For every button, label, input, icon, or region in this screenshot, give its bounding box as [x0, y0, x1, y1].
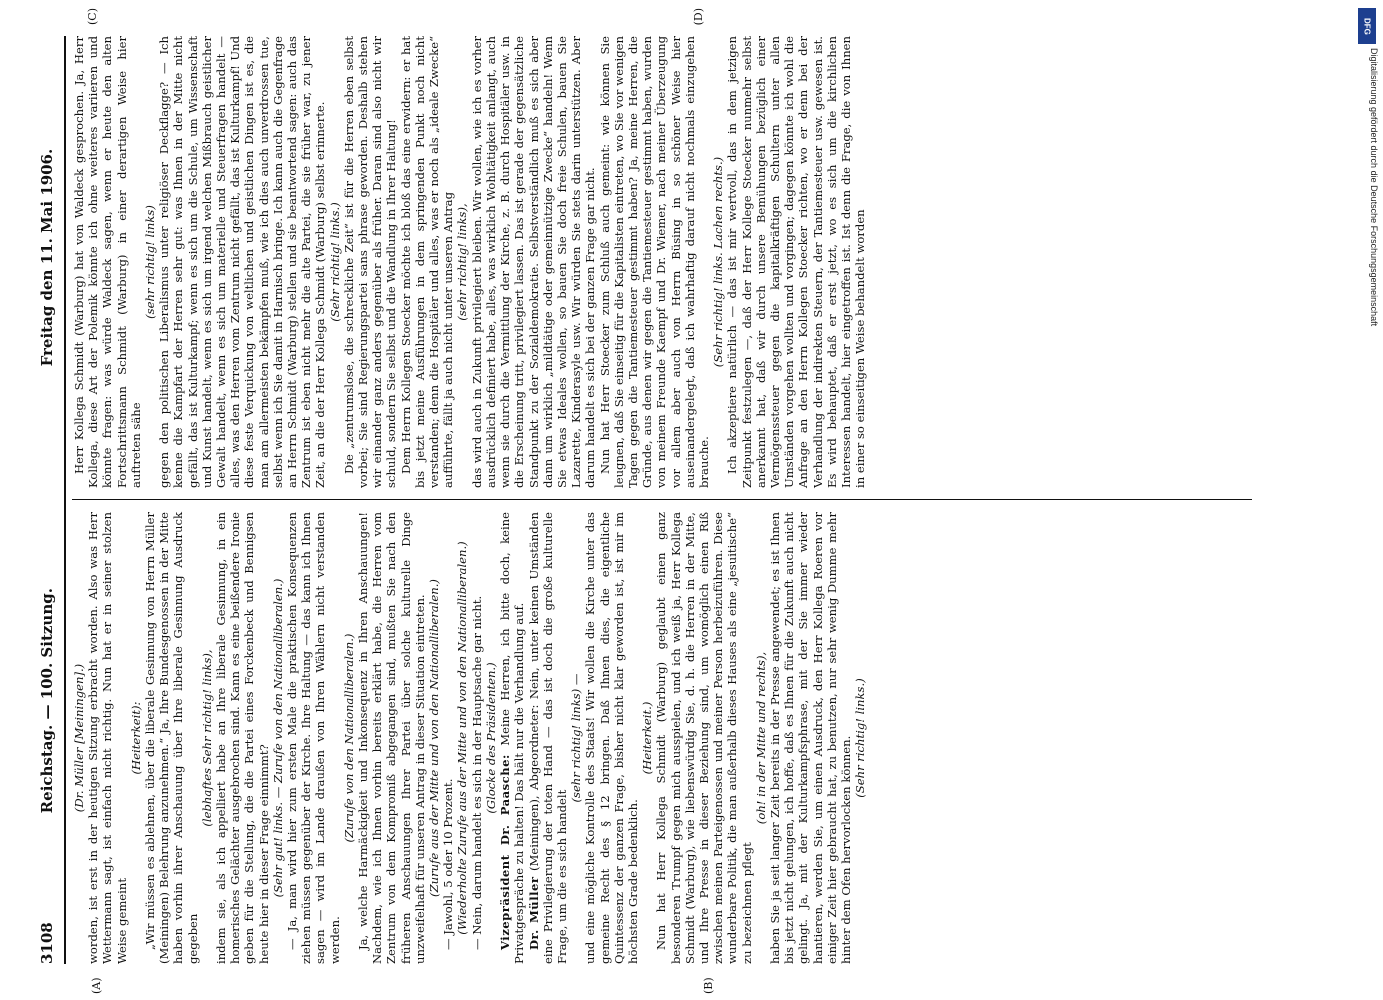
column-divider — [72, 499, 1252, 500]
interjection: (sehr richtig! links), — [455, 203, 470, 321]
speech-text: Meine Herren, ich bitte doch, keine Privatgespräche zu halten! Das hält nur die Verhandlung auf. — [498, 511, 527, 964]
margin-marker-a: (A) — [90, 977, 103, 994]
dfg-logo: DFG — [1358, 8, 1376, 44]
paragraph: „Wir müssen es ablehnen, über die liberale Gesinnung von Herrn Müller (Meiningen) Belehrung anzunehmen.“ Ja, Ihre Bundesgenossen in der Mitte haben vorhin ihrer Anschauung über Ihre liberale Gesinnung Ausdruck gegeben — [143, 512, 200, 964]
text-columns — [72, 8, 1252, 994]
margin-marker-d: (D) — [692, 8, 705, 26]
interjection: (Heiterkeit.) — [640, 701, 655, 775]
page-header — [38, 36, 60, 964]
margin-marker-c: (C) — [86, 8, 99, 25]
digitization-sidebar — [1357, 8, 1379, 992]
paragraph: Ja, welche Harmäckigkeit und Inkonsequenz in Ihren Anschauungen! Nachdem, wie ich Ihnen vorhin bereits erklärt habe, die Herren vom Zentrum von dem Kompromiß abgegangen sind, mußten Sie nach den früheren Anschauungen Ihrer Partei über solche kulturelle Dinge unzweifelhaft für unseren Antrag in dieser Situation eintreten. — [356, 512, 427, 964]
paragraph: Dem Herrn Kollegen Stoecker möchte ich bloß das eine erwidern: er hat bis jetzt meine Ausführungen in dem springenden Punkt noch nicht verstanden; denn die Hospitäler und alles, was er noch als „ideale Zwecke“ aufführte, fällt ja auch nicht unter unseren Antrag — [398, 36, 456, 488]
paragraph: gegen den politischen Liberalismus unter religiöser Deckflagge? — Ich kenne die Kampfart der Herren sehr gut: was Ihnen in der Mitte nicht gefällt, das ist Kulturkampf; wenn es sich um die Schule, um Wissenschaft und Kunst handelt, wenn es sich um irgend welchen Mißbrauch geistlicher Gewalt handelt, wenn es sich um materielle und Steuerfragen handelt — alles, was den Herren vom Zentrum nicht gefällt, das ist Kulturkampf! Und diese feste Verquickung von weltlichen und geistlichen Dingen ist es, die man am allermeisten bekämpfen muß, wie ich dies auch unverdrossen tue, selbst wenn ich Sie damit in Harnisch bringe. Ich kann auch die Gegenfrage an Herrn Schmidt (Warburg) stellen und sie beantwortend sagen: auch das Zentrum ist eben nicht mehr die alte Partei, die sie früher war, zu jener Zeit, an die der Herr Kollega Schmidt (Warburg) selbst erinnerte. — [157, 36, 328, 488]
paragraph: worden, ist erst in der heutigen Sitzung erbracht worden. Also was Herr Wettermann sagt, ist einfach nicht richtig. Nun hat er in seiner stolzen Weise gemeint — [86, 512, 129, 964]
paragraph — [527, 512, 570, 964]
header-left-title: Reichstag. — 100. Sitzung. — [38, 588, 56, 814]
right-column — [72, 8, 1252, 488]
paragraph: Herr Kollega Schmidt (Warburg) hat von Waldeck gesprochen. Ja, Herr Kollega, diese Art der Polemik könnte ich ohne weiteres variieren und könnte fragen: was würde Waldeck sagen, wenn er heute den alten Fortschrittsmann Schmidt (Warburg) in einer derartigen Weise hier auftreten sähe — [72, 36, 143, 488]
interjection: (Sehr gut! links. — Zurufe von den Nationalliberalen.) — [270, 578, 285, 898]
margin-marker-b: (B) — [702, 977, 715, 994]
paragraph: Ich akzeptiere natürlich — das ist mir wertvoll, das in dem jetzigen Zeitpunkt festzulegen —, daß der Herr Kollege Stoecker nunmehr selbst anerkannt hat, daß wir durch unsere Bemühungen bezüglich einer Vermögenssteuer gegen die kapitalkräftigen Schultern unter allen Umständen vorgehen wollten und vorgingen; dagegen könnte ich wohl die Anfrage an den Herrn Kollegen Stoecker richten, wo er denn bei der Verhandlung der indirekten Steuern, der Tantiemesteuer usw. gewesen ist. Es wird behauptet, daß er erst jetzt, wo es sich um die kirchlichen Interessen handelt, hier eingetroffen ist. Ist denn die Frage, die von Ihnen in einer so einseitigen Weise behandelt worden — [725, 36, 868, 488]
speaker-name: Vizepräsident Dr. Paasche: — [498, 754, 513, 950]
paragraph: Die „zentrumslose, die schreckliche Zeit“ ist für die Herren eben selbst vorbei; Sie sind Regierungspartei sans phrase geworden. Deshalb stehen wir einander ganz anders gegenüber als früher. Daran sind also nicht wir schuld, sondern Sie selbst und die Wandlung in Ihrer Haltung! — [341, 36, 399, 488]
funding-credit: Digitalisierung gefördert durch die Deutsche Forschungsgemeinschaft — [1369, 48, 1379, 327]
interjection: (Zurufe aus der Mitte und von den Nationalliberalen.) — [427, 579, 442, 897]
speaker-name: Dr. Müller — [526, 876, 541, 950]
paragraph: Nun hat Herr Stoecker zum Schluß auch gemeint: wie können Sie leugnen, daß Sie einseitig für die Kapitalisten eintreten, wo Sie vor wenigen Tagen gegen die Tantiemesteuer gestimmt haben? Ja, meine Herren, die Gründe, aus denen wir gegen die Tantiemesteuer gestimmt haben, wurden von meinem Freunde Kaempf und Dr. Wiemer, nach meiner Überzeugung vor allem aber auch von Herrn Büsing in so schöner Weise hier auseinandergelegt, daß ich wahrhaftig darauf nicht nochmals einzugehen brauche. — [597, 36, 711, 488]
interjection: (Glocke des Präsidenten.) — [483, 662, 498, 814]
interjection: (Sehr richtig! links. Lachen rechts.) — [711, 156, 726, 368]
interjection: (Heiterkeit): — [128, 701, 143, 775]
interjection: (sehr richtig! links) — [143, 205, 158, 319]
interjection: (Zurufe von den Nationalliberalen.) — [341, 633, 356, 843]
interjection: (Sehr richtig! links.) — [853, 678, 868, 798]
header-right-title: Freitag den 11. Mai 1906. — [38, 148, 56, 367]
paragraph: Nun hat Herr Kollega Schmidt (Warburg) geglaubt einen ganz besonderen Trumpf gegen mich ausspielen, und ich weiß ja, Herr Kollega Schmidt (Warburg), wie liebenswürdig Sie, d. h. die Herren in der Mitte, und Ihre Presse in dieser Beziehung sind, um womöglich einen Riß zwischen meinen Parteigenossen und meiner Person herbeizuführen. Diese wunderbare Politik, die man außerhalb dieses Hauses als eine „jesuitische“ zu bezeichnen pflegt — [654, 512, 754, 964]
left-column — [72, 511, 1252, 994]
paragraph — [498, 512, 526, 964]
paragraph: — Jawohl, 5 oder 10 Prozent. — [441, 778, 456, 950]
interjection: (Dr. Müller [Meiningen].) — [72, 663, 86, 813]
speech-text: (Meiningen), Abgeordneter: Nein, unter keinen Umständen eine Privilegierung der toten Hand — das ist doch die große kulturelle Frage, um die es sich handelt — [526, 512, 569, 964]
paragraph: das wird auch in Zukunft privilegiert bleiben. Wir wollen, wie ich es vorher ausdrücklich definiert habe, alles, was wirklich Wohltätigkeit anlangt, auch wenn sie durch die Vermittlung der Kirche, z. B. durch Hospitäler usw. in die Erscheinung tritt, privilegiert lassen. Das ist gerade der gegensätzliche Standpunkt zu der Sozialdemokratie. Selbstverständlich muß es sich aber dann um wirklich „mildtätige oder gemeinnützige Zwecke“ handeln! Wenn Sie etwas Ideales wollen, so bauen Sie doch freie Schulen, bauen Sie Lazarette, Kinderasyle usw. Wir würden Sie stets darin unterstützen. Aber darum handelt es sich bei der ganzen Frage gar nicht. — [469, 36, 598, 488]
header-rule — [64, 36, 66, 964]
interjection: (oh! in der Mitte und rechts), — [753, 651, 768, 825]
interjection: (Sehr richtig! links.) — [327, 202, 342, 322]
paragraph: haben Sie ja seit langer Zeit bereits in der Presse angewendet; es ist Ihnen bis jetzt nicht gelungen, ich hoffe, daß es Ihnen für die Zukunft auch nicht gelingt. Ja, mit der Kulturkampfsphrase, mit der Sie immer wieder hantieren, werden Sie, um einen Ausdruck, den Herr Kollega Roeren vor einiger Zeit hier gebraucht hat, zu benutzen, nur sehr wenig Dumme mehr hinter dem Ofen hervorlocken können. — [767, 512, 853, 964]
paragraph: und eine mögliche Kontrolle des Staats! Wir wollen die Kirche unter das gemeine Recht des § 12 bringen. Daß Ihnen dies, die eigentliche Quintessenz der ganzen Frage, bisher nicht klar geworden ist, ist mir im höchsten Grade bedenklich. — [583, 512, 640, 964]
paragraph: indem sie, als ich appelliert habe an Ihre liberale Gesinnung, in ein homerisches Gelächter ausgebrochen sind. Kann es eine beißendere Ironie geben für die Stellung, die die Partei eines Forckenbeck und Bennigsen heute hier in dieser Frage einnimmt? — [214, 512, 271, 964]
paragraph: — Nein, darum handelt es sich in der Hauptsache gar nicht. — [469, 595, 484, 950]
paragraph: — Ja, man wird hier zum ersten Male die praktischen Konsequenzen ziehen müssen gegenüber der Kirche. Ihre Haltung — das kann ich Ihnen sagen — wird im Lande draußen von Ihren Wählern nicht verstanden werden. — [285, 512, 342, 964]
interjection: (Wiederholte Zurufe aus der Mitte und von den Nationalliberalen.) — [455, 541, 470, 935]
page-number: 3108 — [38, 922, 56, 964]
interjection: (lebhaftes Sehr richtig! links), — [199, 649, 214, 827]
interjection: (sehr richtig! links) — — [569, 673, 584, 803]
